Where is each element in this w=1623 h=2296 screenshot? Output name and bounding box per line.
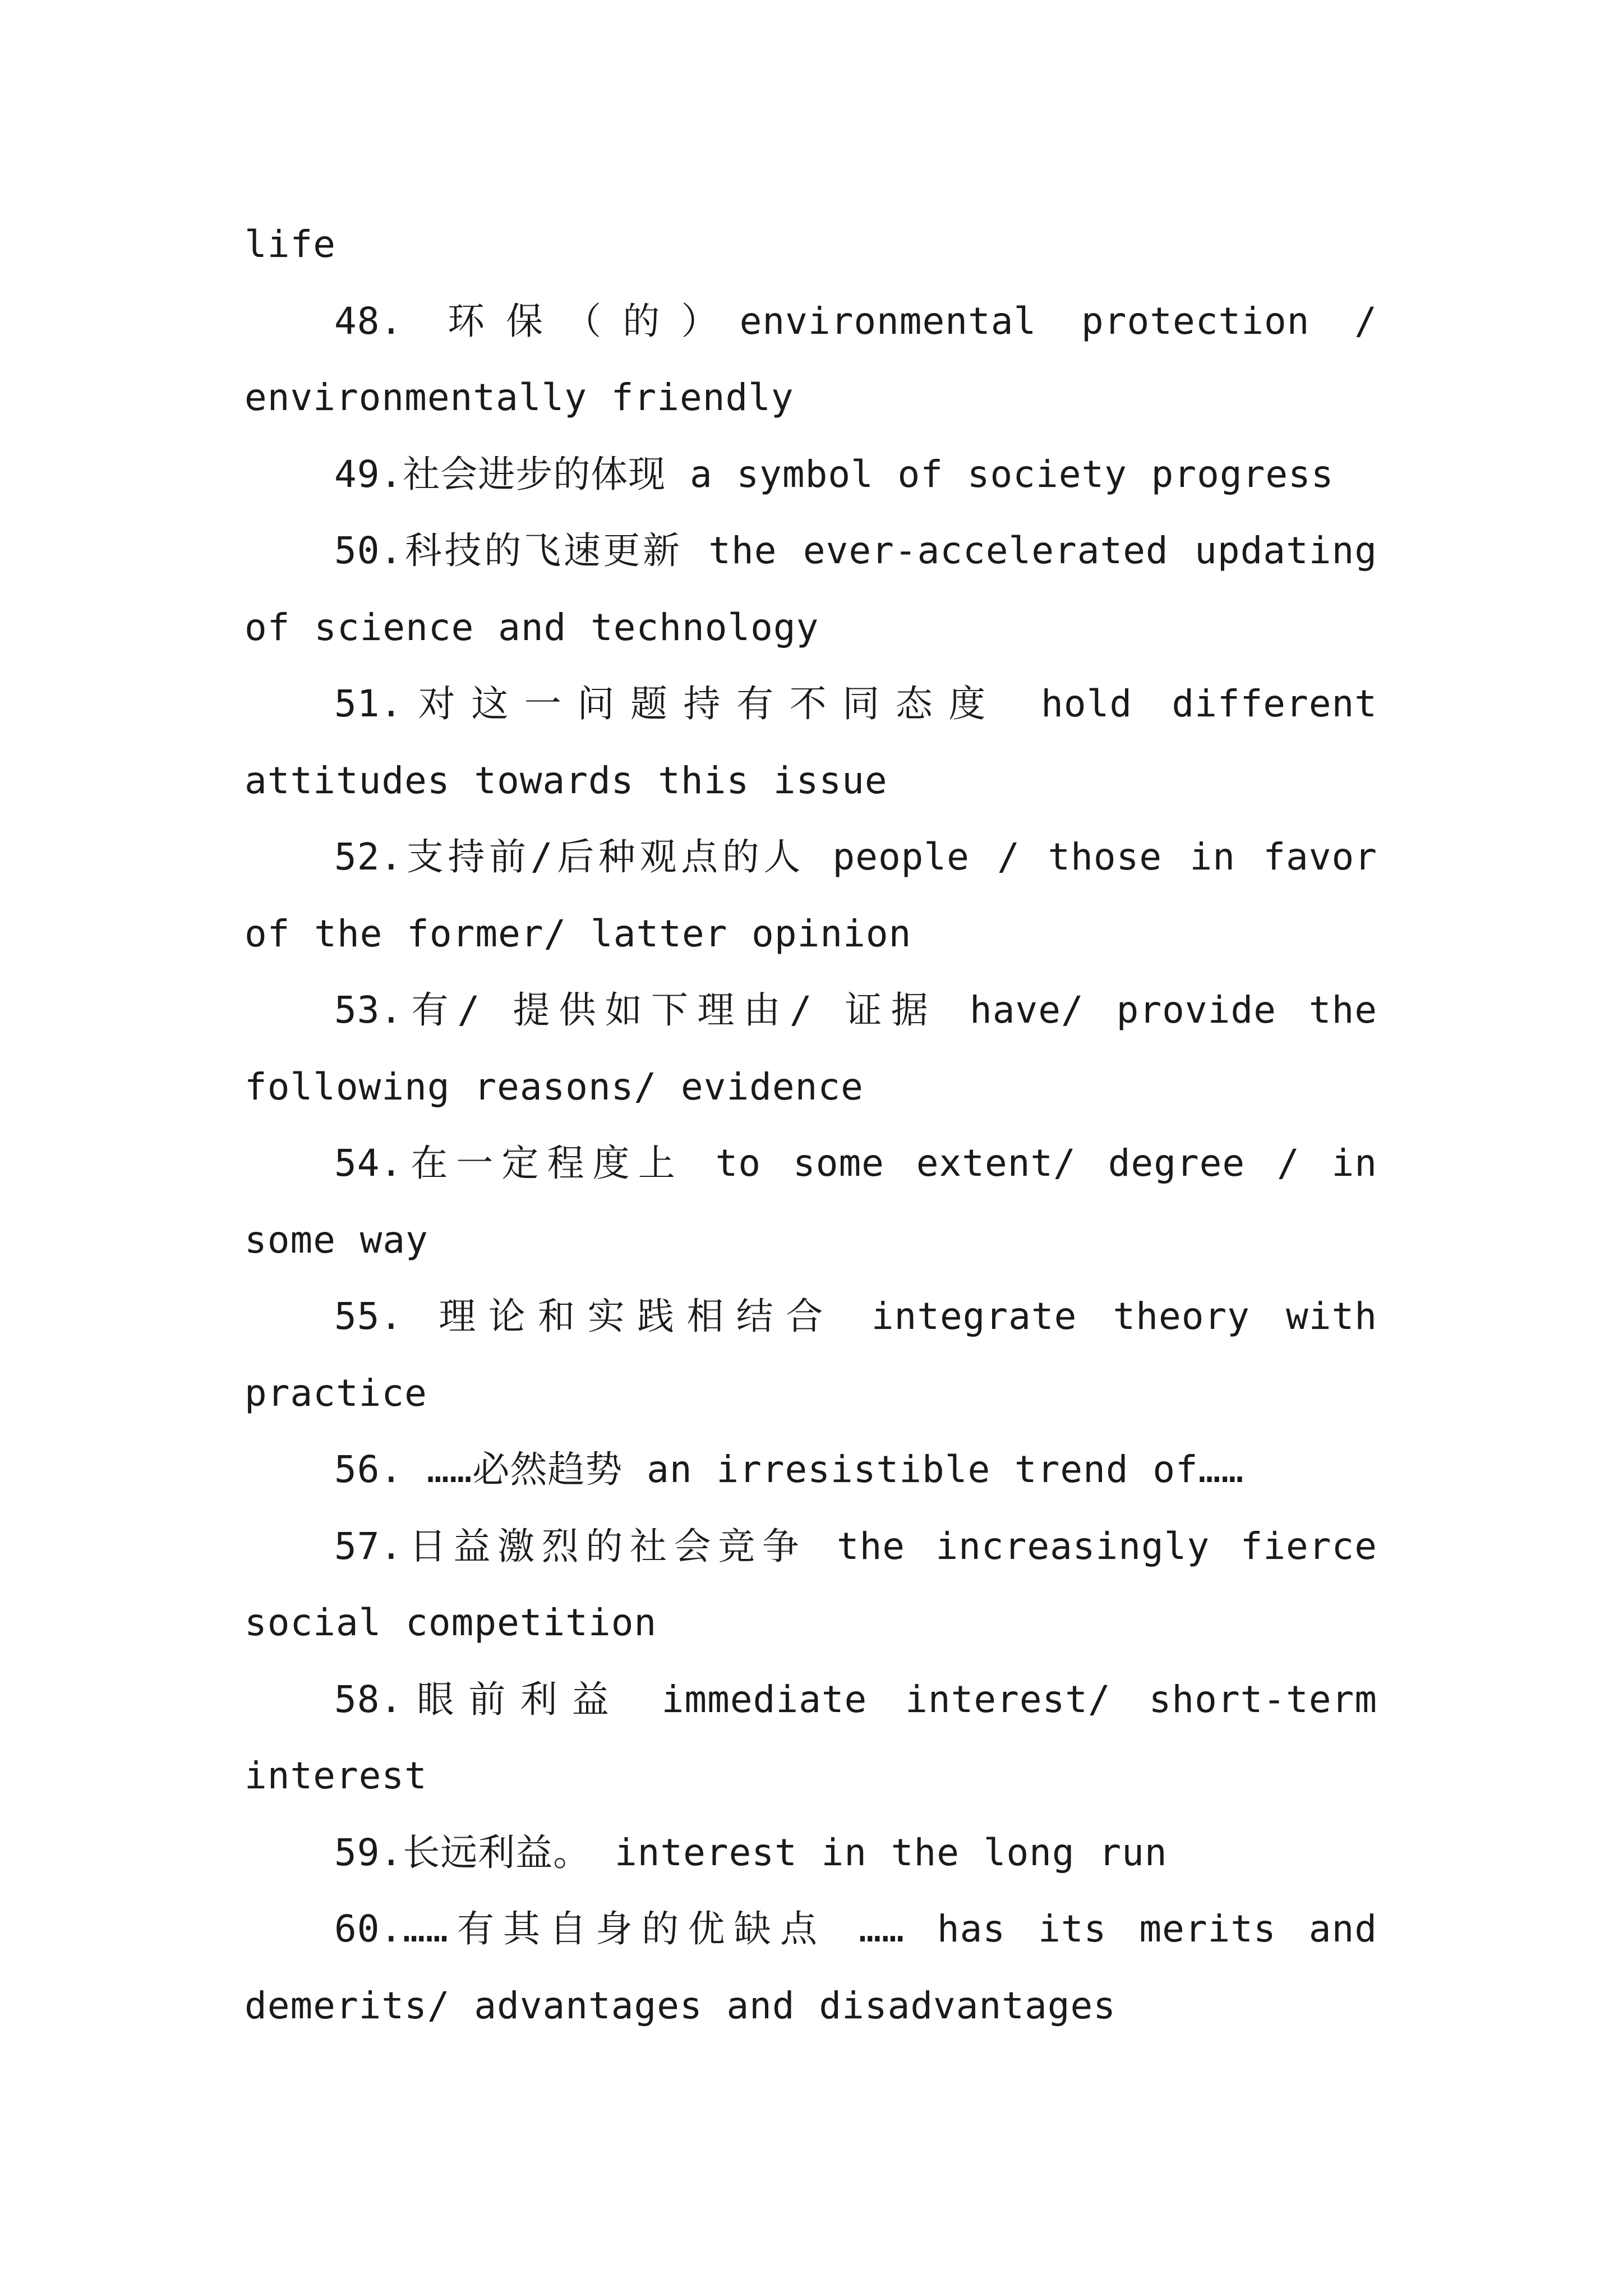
phrase-entry-50: 50.科技的飞速更新 the ever-accelerated updating of science and technology bbox=[245, 529, 1377, 649]
phrase-entry-49: 49.社会进步的体现 a symbol of society progress bbox=[334, 452, 1334, 496]
phrase-entry-58: 58.眼前利益 immediate interest/ short-term interest bbox=[245, 1677, 1377, 1797]
phrase-entry-59: 59.长远利益。 interest in the long run bbox=[334, 1830, 1168, 1874]
phrase-entry-55: 55. 理论和实践相结合 integrate theory with practice bbox=[245, 1295, 1377, 1415]
phrase-entry-48: 48. 环保（的）environmental protection / environmentally friendly bbox=[245, 299, 1377, 419]
phrase-entry-51: 51.对这一问题持有不同态度 hold different attitudes towards this issue bbox=[245, 682, 1377, 802]
phrase-entry-52: 52.支持前/后种观点的人 people / those in favor of the former/ latter opinion bbox=[245, 835, 1377, 955]
document-body bbox=[245, 206, 1377, 2044]
text-line-continuation: life bbox=[245, 223, 336, 266]
phrase-entry-60: 60.……有其自身的优缺点 …… has its merits and demerits/ advantages and disadvantages bbox=[245, 1907, 1377, 2027]
phrase-entry-54: 54.在一定程度上 to some extent/ degree / in some way bbox=[245, 1142, 1377, 1262]
phrase-entry-56: 56. ……必然趋势 an irresistible trend of…… bbox=[334, 1448, 1244, 1491]
phrase-entry-57: 57.日益激烈的社会竞争 the increasingly fierce social competition bbox=[245, 1524, 1377, 1644]
phrase-entry-53: 53.有/ 提供如下理由/ 证据 have/ provide the following reasons/ evidence bbox=[245, 988, 1377, 1108]
